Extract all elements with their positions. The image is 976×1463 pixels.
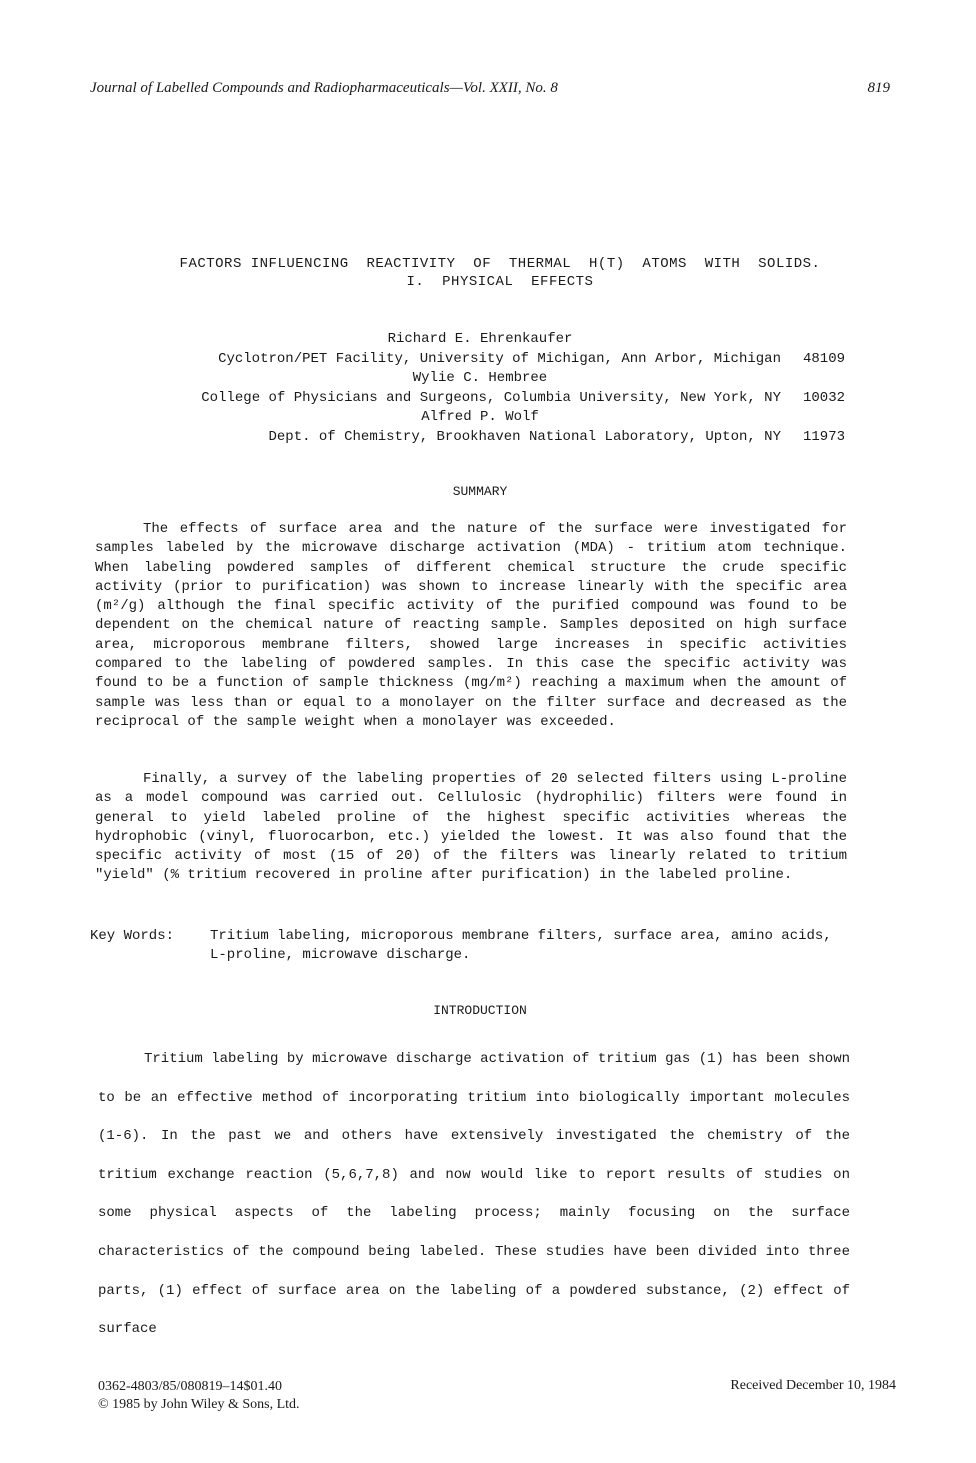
title-line-1: FACTORS INFLUENCING REACTIVITY OF THERMAL H(T) ATOMS WITH SOLIDS.	[179, 256, 821, 272]
journal-title: Journal of Labelled Compounds and Radiopharmaceuticals—Vol. XXII, No. 8	[90, 80, 558, 96]
copyright-notice: © 1985 by John Wiley & Sons, Ltd.	[98, 1397, 300, 1412]
received-date: Received December 10, 1984	[730, 1378, 896, 1393]
author-name: Wylie C. Hembree	[412, 370, 548, 386]
title-line-2: I. PHYSICAL EFFECTS	[406, 274, 594, 290]
keywords-label: Key Words:	[90, 928, 175, 944]
keywords-value: Tritium labeling, microporous membrane filters, surface area, amino acids, L-proline, microwave discharge.	[210, 928, 832, 964]
running-header	[90, 80, 890, 100]
affiliation-text: College of Physicians and Surgeons, Columbia University, New York, NY	[201, 389, 781, 406]
affiliation-zip: 10032	[802, 389, 845, 406]
summary-paragraph-1: The effects of surface area and the nature of the surface were investigated for samples labeled by the microwave discharge activation (MDA) - tritium atom technique. When labeling powdered samples of different chemical structure the crude specific activity (prior to purification) was shown to increase linearly with the specific area (m²/g) although the final specific activity of the purified compound was found to be dependent on the chemical nature of reacting sample. Samples deposited on high surface area, microporous membrane filters, showed large increases in specific activities compared to the labeling of powdered samples. In this case the specific activity was found to be a function of sample thickness (mg/m²) reaching a maximum when the amount of sample was less than or equal to a monolayer on the filter surface and decreased as the reciprocal of the sample weight when a monolayer was exceeded.	[95, 521, 847, 730]
keywords	[90, 927, 850, 966]
page-number: 819	[867, 80, 890, 96]
author-block	[100, 330, 860, 447]
introduction-heading: INTRODUCTION	[433, 1003, 527, 1018]
author-affiliation	[100, 389, 860, 409]
affiliation-zip: 48109	[802, 350, 845, 367]
affiliation-zip: 11973	[802, 428, 845, 445]
affiliation-text: Cyclotron/PET Facility, University of Michigan, Ann Arbor, Michigan	[218, 350, 781, 367]
summary-paragraph-2: Finally, a survey of the labeling properties of 20 selected filters using L-proline as a model compound was carried out. Cellulosic (hydrophilic) filters were found in general to yield labeled proline of the highest specific activities whereas the hydrophobic (vinyl, fluorocarbon, etc.) yielded the lowest. It was also found that the specific activity of most (15 of 20) of the filters was linearly related to tritium "yield" (% tritium recovered in proline after purification) in the labeled proline.	[95, 771, 847, 884]
author-name: Richard E. Ehrenkaufer	[387, 331, 573, 347]
introduction-paragraph: Tritium labeling by microwave discharge activation of tritium gas (1) has been shown to be an effective method of incorporating tritium into biologically important molecules (1-6). In the past we and others have extensively investigated the chemistry of the tritium exchange reaction (5,6,7,8) and now would like to report results of studies on some physical aspects of the labeling process; mainly focusing on the surface characteristics of the compound being labeled. These studies have been divided into three parts, (1) effect of surface area on the labeling of a powdered substance, (2) effect of surface	[98, 1051, 850, 1338]
affiliation-text: Dept. of Chemistry, Brookhaven National Laboratory, Upton, NY	[268, 428, 781, 445]
author-affiliation	[100, 350, 860, 370]
footer-publication-info	[98, 1378, 300, 1414]
author-name: Alfred P. Wolf	[421, 409, 539, 425]
author-affiliation	[100, 428, 860, 448]
summary-heading: SUMMARY	[452, 484, 508, 499]
article-code: 0362-4803/85/080819–14$01.40	[98, 1379, 282, 1394]
article-title	[130, 255, 870, 291]
